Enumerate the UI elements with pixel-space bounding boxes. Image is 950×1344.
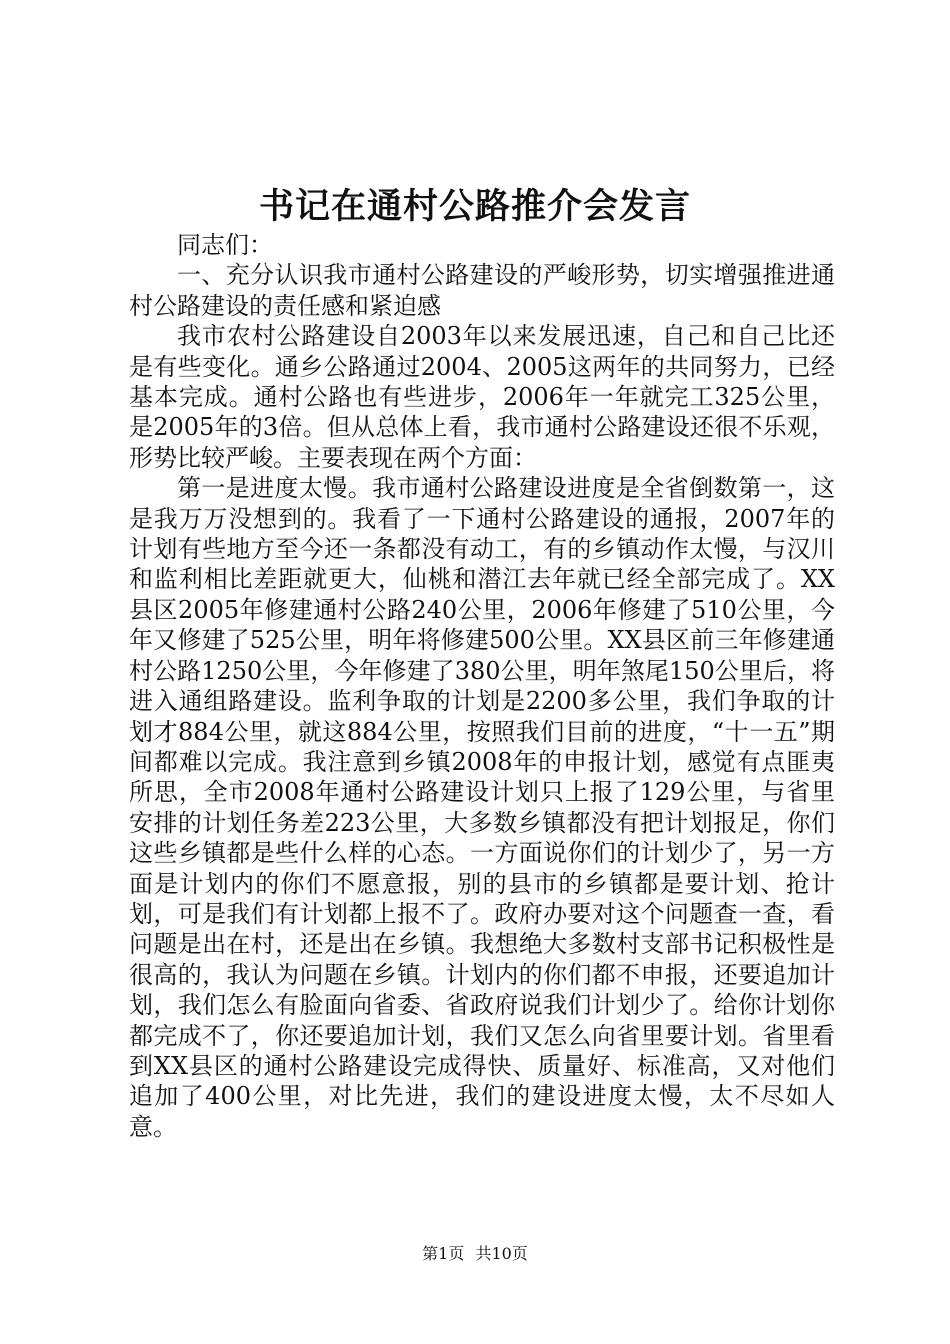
page-total: 共10页 [475,1244,528,1263]
body-paragraph: 我市农村公路建设自2003年以来发展迅速，自己和自己比还是有些变化。通乡公路通过2004、2005这两年的共同努力，已经基本完成。通村公路也有些进步，2006年一年就完工325公里，是2005年的3倍。但从总体上看，我市通村公路建设还很不乐观，形势比较严峻。主要表现在两个方面： [129,322,835,472]
salutation-paragraph: 同志们： [177,231,273,259]
page-number: 第1页 [422,1244,465,1263]
page-footer [0,1243,950,1265]
body-paragraph: 第一是进度太慢。我市通村公路建设进度是全省倒数第一，这是我万万没想到的。我看了一下通村公路建设的通报，2007年的计划有些地方至今还一条都没有动工，有的乡镇动作太慢，与汉川和监利相比差距就更大，仙桃和潜江去年就已经全部完成了。XX县区2005年修建通村公路240公里，2006年修建了510公里，今年又修建了525公里，明年将修建500公里。XX县区前三年修建通村公路1250公里，今年修建了380公里，明年煞尾150公里后，将进入通组路建设。监利争取的计划是2200多公里，我们争取的计划才884公里，就这884公里，按照我们目前的进度，“十一五”期间都难以完成。我注意到乡镇2008年的申报计划，感觉有点匪夷所思，全市2008年通村公路建设计划只上报了129公里，与省里安排的计划任务差223公里，大多数乡镇都没有把计划报足，你们这些乡镇都是些什么样的心态。一方面说你们的计划少了，另一方面是计划内的你们不愿意报，别的县市的乡镇都是要计划、抢计划，可是我们有计划都上报不了。政府办要对这个问题查一查，看问题是出在村，还是出在乡镇。我想绝大多数村支部书记积极性是很高的，我认为问题在乡镇。计划内的你们都不申报，还要追加计划，我们怎么有脸面向省委、省政府说我们计划少了。给你计划你都完成不了，你还要追加计划，我们又怎么向省里要计划。省里看到XX县区的通村公路建设完成得快、质量好、标准高，又对他们追加了400公里，对比先进，我们的建设进度太慢，太不尽如人意。 [129,474,835,1141]
document-title: 书记在通村公路推介会发言 [258,186,691,227]
document-body [129,230,835,1142]
section-heading-paragraph: 一、充分认识我市通村公路建设的严峻形势，切实增强推进通村公路建设的责任感和紧迫感 [129,261,835,320]
